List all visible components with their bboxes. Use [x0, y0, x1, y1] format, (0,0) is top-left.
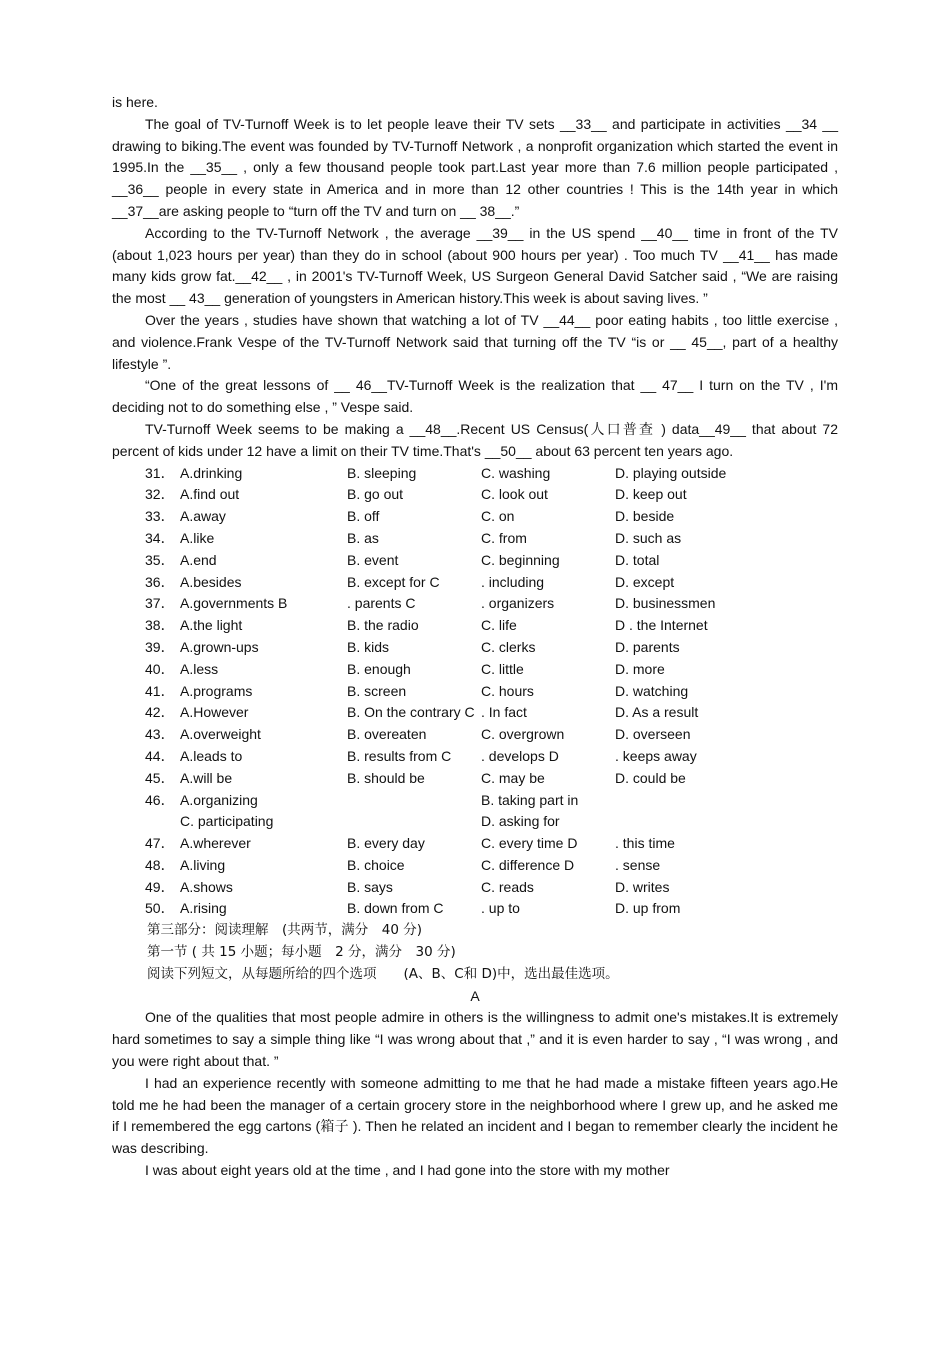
- question-number: 36．: [145, 573, 175, 590]
- option-d: D. total: [615, 551, 660, 568]
- option-b: B. event: [347, 551, 399, 568]
- option-c: C. life: [481, 617, 517, 634]
- option-a: A.besides: [180, 573, 242, 590]
- question-row: [112, 550, 838, 572]
- option-c: . including: [481, 573, 545, 590]
- option-c: C. little: [481, 660, 524, 677]
- question-row: [112, 463, 838, 485]
- option-c: . organizers: [481, 595, 555, 612]
- option-c: C. clerks: [481, 638, 536, 655]
- question-number: 49．: [145, 878, 175, 895]
- option-d: D. more: [615, 660, 665, 677]
- option-a: A.less: [180, 660, 219, 677]
- option-a: A.find out: [180, 486, 240, 503]
- question-number: 44．: [145, 747, 175, 764]
- question-row: [112, 746, 838, 768]
- option-b: B. results from C: [347, 747, 452, 764]
- question-row: [112, 790, 838, 812]
- question-number: 39．: [145, 638, 175, 655]
- option-b: [347, 811, 481, 833]
- option-a: A.the light: [180, 617, 243, 634]
- option-b: B. overeaten: [347, 726, 427, 743]
- question-row: [112, 898, 838, 920]
- option-a: A.away: [180, 508, 226, 525]
- option-a: A.end: [180, 551, 217, 568]
- question-row: [112, 593, 838, 615]
- passage-label: A: [470, 987, 480, 1004]
- option-b: B. down from C: [347, 900, 444, 917]
- option-a: C. participating: [180, 813, 274, 830]
- option-d: D. could be: [615, 769, 686, 786]
- passage-paragraph-5: TV-Turnoff Week seems to be making a __48__.Recent US Census(人口普查 ) data__49__ that about 72 percent of kids under 12 have a limit on their TV time.That's __50__ about 63 percent ten years ago.: [112, 420, 838, 459]
- option-d: D. keep out: [615, 486, 687, 503]
- question-number: 50．: [145, 900, 175, 917]
- option-d: D. except: [615, 573, 675, 590]
- option-d: D. businessmen: [615, 595, 716, 612]
- passage-line: is here.: [112, 94, 158, 110]
- option-d: D . the Internet: [615, 617, 708, 634]
- option-c: C. washing: [481, 464, 551, 481]
- option-c: C. reads: [481, 878, 534, 895]
- option-d: D. up from: [615, 900, 681, 917]
- question-number: 33．: [145, 508, 175, 525]
- reading-paragraph-3: I was about eight years old at the time , and I had gone into the store with my mother: [145, 1162, 670, 1179]
- option-b: B. the radio: [347, 617, 419, 634]
- option-a: A.will be: [180, 769, 233, 786]
- option-a: A.overweight: [180, 726, 261, 743]
- option-c: C. look out: [481, 486, 548, 503]
- option-d: . this time: [615, 835, 675, 852]
- option-d: D. writes: [615, 878, 670, 895]
- option-c: . develops D: [481, 747, 559, 764]
- passage-paragraph-3: Over the years , studies have shown that watching a lot of TV __44__ poor eating habits , too little exercise , and violence.Frank Vespe of the TV-Turnoff Network said that turning off the TV “is or __ 45__, part of a healthy lifestyle ”.: [112, 311, 838, 372]
- question-row: [112, 681, 838, 703]
- option-a: A.wherever: [180, 835, 251, 852]
- section-title: 第三部分：阅读理解 (共两节，满分 40 分): [147, 922, 423, 939]
- passage-paragraph-4: “One of the great lessons of __ 46__TV-Turnoff Week is the realization that __ 47__ I turn on the TV , I'm deciding not to do something else , ” Vespe said.: [112, 377, 838, 416]
- document-body: [112, 92, 838, 1182]
- option-a: A.grown-ups: [180, 638, 259, 655]
- question-row: [112, 615, 838, 637]
- option-a: A.leads to: [180, 747, 243, 764]
- option-d: . keeps away: [615, 747, 697, 764]
- option-d: D. parents: [615, 638, 680, 655]
- question-number: 35．: [145, 551, 175, 568]
- option-b: B. go out: [347, 486, 404, 503]
- option-b: B. On the contrary C: [347, 704, 475, 721]
- option-d: . sense: [615, 856, 661, 873]
- reading-paragraph-1: One of the qualities that most people admire in others is the willingness to admit one's mistakes.It is extremely hard sometimes to say a simple thing like “I was wrong about that ,” and it is even harder to say , “I was wrong , and you were right about that. ”: [112, 1009, 838, 1070]
- question-number: 47．: [145, 835, 175, 852]
- section-instruction: 阅读下列短文，从每题所给的四个选项 (A、B、C和 D)中，选出最佳选项。: [147, 965, 619, 982]
- option-c: C. may be: [481, 769, 545, 786]
- option-a: A.organizing: [180, 791, 258, 808]
- question-row: [112, 724, 838, 746]
- option-c: C. beginning: [481, 551, 560, 568]
- question-row: [112, 833, 838, 855]
- option-b: B. enough: [347, 660, 411, 677]
- option-d: [615, 790, 815, 812]
- option-b: B. except for C: [347, 573, 440, 590]
- option-b: B. should be: [347, 769, 425, 786]
- option-c: C. on: [481, 508, 515, 525]
- option-a: A.like: [180, 529, 215, 546]
- question-number: 31．: [145, 464, 175, 481]
- question-number: 43．: [145, 726, 175, 743]
- option-d: D. playing outside: [615, 464, 727, 481]
- option-a: A.shows: [180, 878, 233, 895]
- option-b: B. kids: [347, 638, 390, 655]
- option-b: B. says: [347, 878, 393, 895]
- question-row: [112, 659, 838, 681]
- option-d: D. such as: [615, 529, 682, 546]
- option-b: B. every day: [347, 835, 425, 852]
- question-row: [112, 768, 838, 790]
- option-b: . parents C: [347, 595, 416, 612]
- question-row: [112, 506, 838, 528]
- passage-paragraph-1: The goal of TV-Turnoff Week is to let people leave their TV sets __33__ and participate in activities __34 __ drawing to biking.The event was founded by TV-Turnoff Network , a nonprofit organization which started the event in 1995.In the __35__ , only a few thousand people took part.Last year more than 7.6 million people participated , __36__ people in every state in America and in more than 12 other countries ! This is the 14th year in which __37__are asking people to “turn off the TV and turn on __ 38__.”: [112, 115, 838, 219]
- option-a: A.However: [180, 704, 249, 721]
- passage-paragraph-2: According to the TV-Turnoff Network , the average __39__ in the US spend __40__ time in front of the TV (about 1,023 hours per year) than they do in school (about 900 hours per year) . Too much TV __41__ has made many kids grow fat.__42__ , in 2001's TV-Turnoff Week, US Surgeon General David Satcher said , “We are raising the most __ 43__ generation of youngsters in American history.This week is about saving lives. ”: [112, 224, 838, 307]
- option-c: C. difference D: [481, 856, 575, 873]
- option-d: [615, 811, 815, 833]
- option-a: A.governments B: [180, 595, 288, 612]
- option-c: D. asking for: [481, 813, 560, 830]
- question-number: 34．: [145, 529, 175, 546]
- question-row: [112, 702, 838, 724]
- question-row: [112, 877, 838, 899]
- question-row: [112, 484, 838, 506]
- option-b: B. as: [347, 529, 379, 546]
- option-c: C. hours: [481, 682, 534, 699]
- question-number: 46．: [145, 791, 175, 808]
- question-row: [112, 855, 838, 877]
- option-b: [347, 790, 481, 812]
- question-number: 32．: [145, 486, 175, 503]
- question-row: [112, 528, 838, 550]
- question-row: [112, 811, 838, 833]
- section-subtitle: 第一节 ( 共 15 小题；每小题 2 分，满分 30 分): [147, 944, 456, 961]
- option-b: B. sleeping: [347, 464, 417, 481]
- option-a: A.rising: [180, 900, 227, 917]
- option-d: D. watching: [615, 682, 689, 699]
- option-d: D. beside: [615, 508, 675, 525]
- option-c: B. taking part in: [481, 791, 579, 808]
- question-number: 41．: [145, 682, 175, 699]
- option-c: C. overgrown: [481, 726, 565, 743]
- option-d: D. overseen: [615, 726, 691, 743]
- option-b: B. off: [347, 508, 380, 525]
- option-b: B. choice: [347, 856, 405, 873]
- question-number: 38．: [145, 617, 175, 634]
- question-number: 48．: [145, 856, 175, 873]
- option-c: C. from: [481, 529, 527, 546]
- option-a: A.living: [180, 856, 226, 873]
- option-c: . In fact: [481, 704, 527, 721]
- option-a: A.drinking: [180, 464, 243, 481]
- reading-paragraph-2: I had an experience recently with someone admitting to me that he had made a mistake fifteen years ago.He told me he had been the manager of a certain grocery store in the neighborhood where I grew up, and he asked me if I remembered the egg cartons (箱子 ). Then he related an incident and I began to remember clearly the incident he was describing.: [112, 1074, 838, 1157]
- question-row: [112, 637, 838, 659]
- question-number: [112, 811, 180, 833]
- question-number: 45．: [145, 769, 175, 786]
- option-c: C. every time D: [481, 835, 578, 852]
- question-number: 40．: [145, 660, 175, 677]
- question-number: 42．: [145, 704, 175, 721]
- question-row: [112, 572, 838, 594]
- option-d: D. As a result: [615, 704, 699, 721]
- question-options-list: [112, 463, 838, 921]
- option-c: . up to: [481, 900, 520, 917]
- option-a: A.programs: [180, 682, 253, 699]
- question-number: 37．: [145, 595, 175, 612]
- option-b: B. screen: [347, 682, 407, 699]
